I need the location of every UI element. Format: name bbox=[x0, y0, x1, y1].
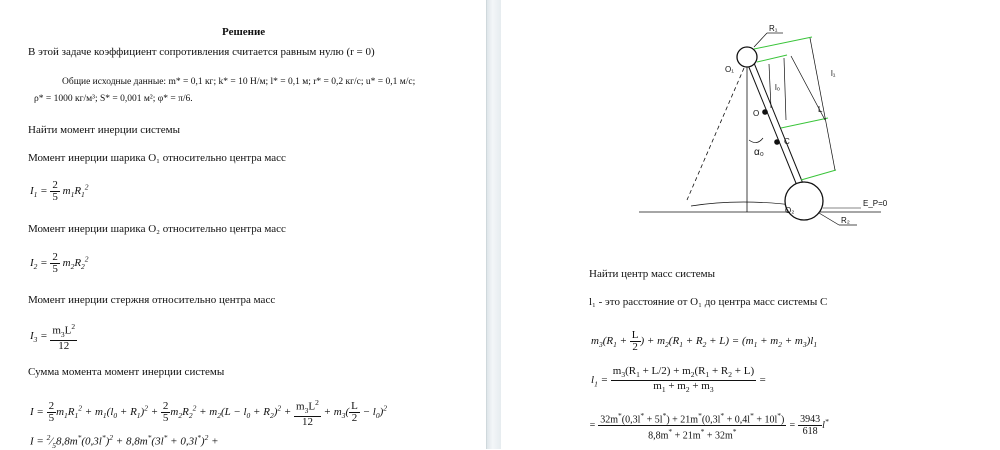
ext-line-top bbox=[754, 37, 812, 49]
ext-line-O bbox=[781, 118, 828, 128]
label-alpha0: α₀ bbox=[754, 147, 764, 158]
label-l0: l₀ bbox=[775, 83, 781, 92]
rod-left-edge bbox=[746, 60, 802, 198]
label-C: C bbox=[784, 137, 790, 146]
equation-I-numeric: $I = ^2⁄_58,8m^*(0,3l^*)^2 + 8,8m^*(3l^* + 0,3l^*)^2$ + bbox=[30, 433, 219, 450]
l1-definition: l₁ - это расстояние от O₁ до центра масс системы C bbox=[589, 296, 828, 308]
label-O: O bbox=[753, 109, 760, 118]
leader-R2 bbox=[819, 213, 839, 225]
equation-I3: $I_3$ = $\frac{m_3L^2}{12}$ bbox=[30, 322, 76, 352]
dim-inner bbox=[784, 58, 786, 120]
given-line-2: ρ* = 1000 кг/м³; S* = 0,001 м²; φ* = π/6. bbox=[34, 94, 193, 104]
equation-I2: $I_2$ = $\frac{2}{5}$ $m_2R_2^2$ bbox=[30, 251, 89, 275]
heading-ball2: Момент инерции шарика O₂ относительно центра масс bbox=[28, 223, 286, 235]
leader-R1 bbox=[754, 33, 767, 47]
rod-right-edge bbox=[752, 58, 808, 196]
label-Ep: E_P=0 bbox=[863, 199, 888, 208]
point-O bbox=[762, 109, 768, 115]
heading-rod: Момент инерции стержня относительно центра масс bbox=[28, 294, 276, 306]
label-R2: R₂ bbox=[841, 216, 850, 225]
ext-line-O1 bbox=[757, 55, 787, 62]
given-line-1: Общие исходные данные: m* = 0,1 кг; k* = 10 Н/м; l* = 0,1 м; r* = 0,2 кг/с; u* = 0,1 м/с; bbox=[62, 77, 416, 87]
equation-balance: $m_3(R_1$ + $\frac{L}{2}$ ) + $m_2(R_1 + R_2 + L) = (m_1 + m_2 + m_3)l_1$ bbox=[591, 329, 818, 353]
intro-text: В этой задаче коэффициент сопротивления считается равным нулю (r = 0) bbox=[28, 46, 375, 58]
heading-inertia: Найти момент инерции системы bbox=[28, 124, 180, 136]
left-page bbox=[0, 0, 486, 449]
dim-l1 bbox=[810, 38, 835, 170]
equation-I1: $I_1$ = $\frac{2}{5}$ $m_1R_1^2$ bbox=[30, 179, 89, 203]
label-O2: O₂ bbox=[785, 206, 795, 215]
heading-sum: Сумма момента момент инерции системы bbox=[28, 366, 225, 378]
label-O1: O₁ bbox=[725, 65, 734, 74]
ext-line-O2 bbox=[801, 170, 836, 180]
equation-l1-numeric: = $\frac{32m^*(0,3l^* + 5l^*) + 21m^*(0,3l^* + 0,4l^* + 10l^*)}{8,8m^* + 21m^* + 32m^*}$ = $\frac{3943}{618}$ l* bbox=[589, 411, 829, 442]
equation-l1: $l_1$ = $\frac{m_3(R_1 + L/2) + m_2(R_1 + R_2 + L)}{m_1 + m_2 + m_3}$ = bbox=[591, 365, 767, 395]
heading-center-mass: Найти центр масс системы bbox=[589, 268, 715, 280]
dashed-position-line bbox=[687, 68, 744, 200]
label-R1: R₁ bbox=[769, 24, 778, 33]
ball-O1 bbox=[737, 47, 757, 67]
point-C bbox=[774, 139, 780, 145]
label-L: L bbox=[818, 105, 823, 114]
label-l1: l₁ bbox=[831, 69, 836, 78]
heading-ball1: Момент инерции шарика O₁ относительно центра масс bbox=[28, 152, 286, 164]
equation-I-total: I = $\frac{2}{5}$ $m_1R_1^2 + m_1(l_0 + R_1)^2$ + $\frac{2}{5}$ $m_2R_2^2 + m_2(L - l_0 + R_2)^2$ + $\frac{m_3L^2}{12}$ + $m_3$( $\frac{L}{2}$ − $l_0)^2$ bbox=[30, 398, 388, 428]
right-page bbox=[501, 0, 1000, 449]
angle-arc bbox=[749, 138, 763, 143]
solution-title: Решение bbox=[222, 26, 266, 38]
page-gutter bbox=[486, 0, 502, 449]
